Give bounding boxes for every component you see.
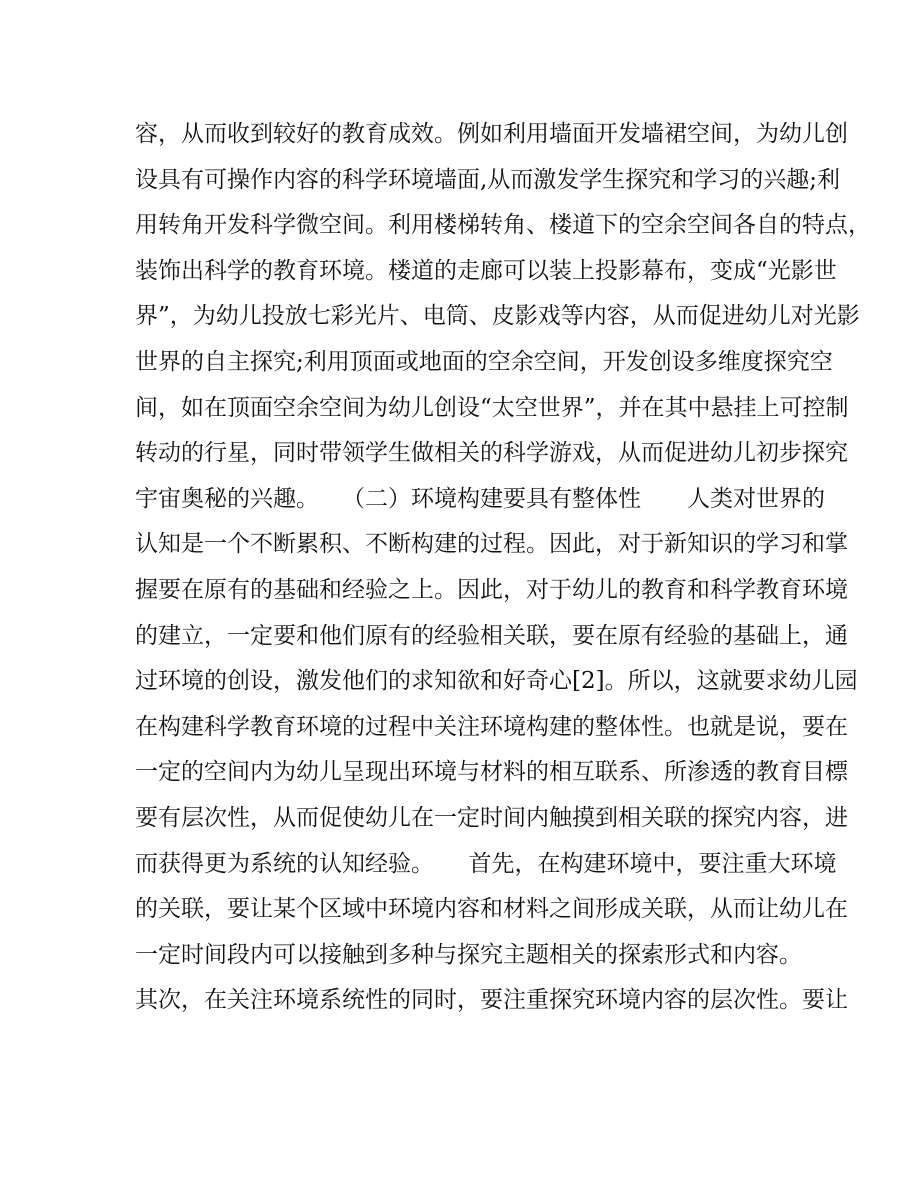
text-line: 界”，为幼儿投放七彩光片、电筒、皮影戏等内容，从而促进幼儿对光影 (135, 303, 860, 330)
text-line: 一定时间段内可以接触到多种与探究主题相关的探索形式和内容。 (135, 941, 802, 968)
text-line: 的建立，一定要和他们原有的经验相关联，要在原有经验的基础上，通 (135, 622, 848, 649)
text-line: 一定的空间内为幼儿呈现出环境与材料的相互联系、所渗透的教育目標 (135, 759, 848, 786)
text-line: 要有层次性，从而促使幼儿在一定时间内触摸到相关联的探究内容，进 (135, 804, 848, 831)
text-line: 装饰出科学的教育环境。楼道的走廊可以装上投影幕布，变成“光影世 (135, 257, 837, 284)
text-line: 过环境的创设，激发他们的求知欲和好奇心[2]。所以，这就要求幼儿园 (135, 668, 858, 695)
text-line: 间，如在顶面空余空间为幼儿创设“太空世界”，并在其中悬挂上可控制 (135, 394, 849, 421)
text-line: 容，从而收到较好的教育成效。例如利用墙面开发墙裙空间，为幼儿创 (135, 121, 848, 147)
text-line: 的关联，要让某个区域中环境内容和材料之间形成关联，从而让幼儿在 (135, 896, 848, 923)
text-line: 用转角开发科学微空间。利用楼梯转角、楼道下的空余空间各自的特点， (135, 212, 871, 239)
text-line: 设具有可操作内容的科学环境墙面,从而激发学生探究和学习的兴趣;利 (135, 166, 841, 193)
text-line: 认知是一个不断累积、不断构建的过程。因此，对于新知识的学习和掌 (135, 531, 848, 558)
text-line: 转动的行星，同时带领学生做相关的科学游戏，从而促进幼儿初步探究 (135, 440, 848, 467)
text-line: 握要在原有的基础和经验之上。因此，对于幼儿的教育和科学教育环境 (135, 576, 848, 603)
text-line: 宇宙奥秘的兴趣。 （二）环境构建要具有整体性 人类对世界的 (135, 485, 825, 512)
text-line: 而获得更为系统的认知经验。 首先，在构建环境中，要注重大环境 (135, 850, 837, 877)
text-line: 在构建科学教育环境的过程中关注环境构建的整体性。也就是说，要在 (135, 713, 848, 740)
body-text (135, 112, 871, 1024)
text-line: 其次，在关注环境系统性的同时，要注重探究环境内容的层次性。要让 (135, 987, 848, 1014)
text-line: 世界的自主探究;利用顶面或地面的空余空间，开发创设多维度探究空 (135, 348, 833, 375)
